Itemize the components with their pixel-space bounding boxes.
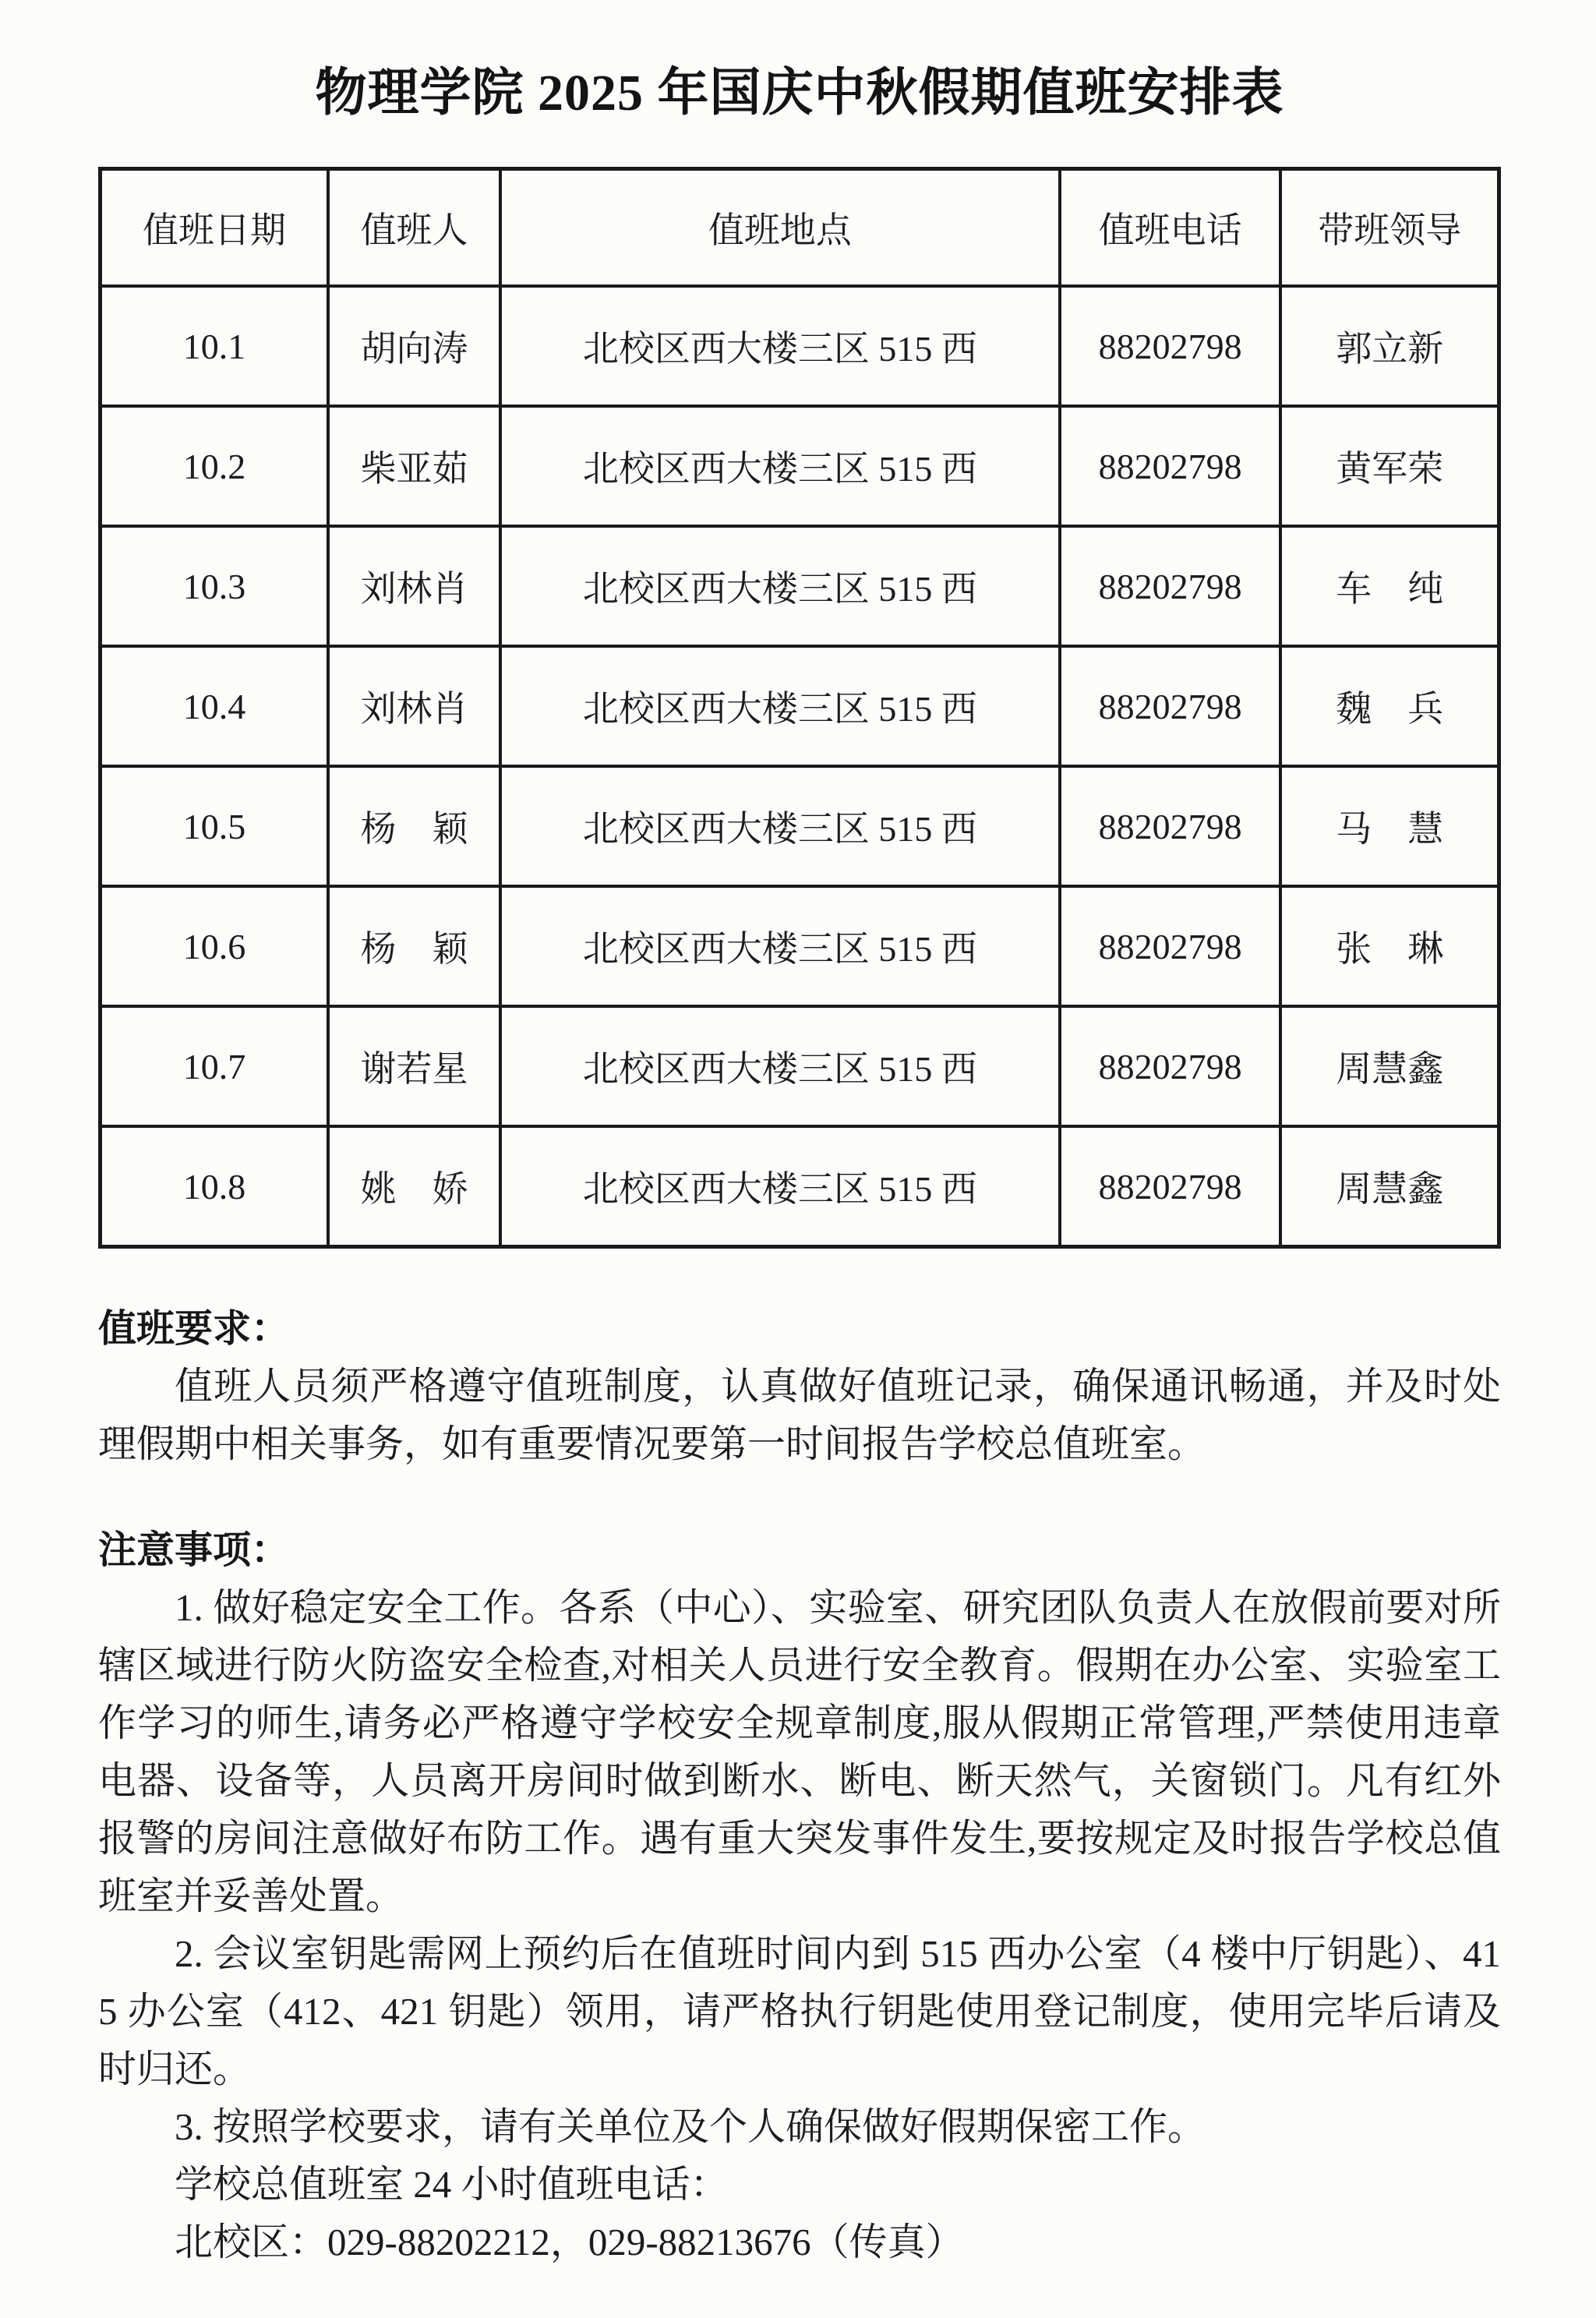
table-row [101,526,1499,646]
hotline-label: 学校总值班室 24 小时值班电话： [175,2163,729,2206]
table-header-cell: 值班电话 [1060,169,1281,287]
table-cell: 胡向涛 [328,286,500,406]
note-item: 2. 会议室钥匙需网上预约后在值班时间内到 515 西办公室（4 楼中厅钥匙）、415 办公室（412、421 钥匙）领用，请严格执行钥匙使用登记制度，使用完毕后请及时归还。 [98,1932,1501,2090]
note-item: 1. 做好稳定安全工作。各系（中心）、实验室、研究团队负责人在放假前要对所辖区域进行防火防盗安全检查,对相关人员进行安全教育。假期在办公室、实验室工作学习的师生,请务必严格遵守学校安全规章制度,服从假期正常管理,严禁使用违章电器、设备等，人员离开房间时做到断水、断电、断天然气，关窗锁门。凡有红外报警的房间注意做好布防工作。遇有重大突发事件发生,要按规定及时报告学校总值班室并妥善处置。 [98,1586,1501,1917]
document-title: 物理学院 2025 年国庆中秋假期值班安排表 [315,65,1284,122]
table-cell: 姚 娇 [328,1126,500,1247]
table-cell: 北校区西大楼三区 515 西 [500,406,1060,526]
table-header-row [101,169,1499,287]
table-cell: 北校区西大楼三区 515 西 [500,646,1060,766]
table-cell: 10.5 [101,766,329,886]
note-item: 3. 按照学校要求，请有关单位及个人确保做好假期保密工作。 [175,2105,1206,2148]
table-cell: 88202798 [1060,526,1281,646]
table-cell: 北校区西大楼三区 515 西 [500,766,1060,886]
table-cell: 刘林肖 [328,646,500,766]
table-cell: 北校区西大楼三区 515 西 [500,526,1060,646]
requirements-section [98,1300,1501,1473]
table-cell: 刘林肖 [328,526,500,646]
table-row [101,1006,1499,1126]
table-cell: 10.8 [101,1126,329,1247]
table-row [101,1126,1499,1247]
table-cell: 张 琳 [1280,886,1499,1006]
table-cell: 谢若星 [328,1006,500,1126]
table-cell: 杨 颖 [328,886,500,1006]
table-row [101,766,1499,886]
table-cell: 88202798 [1060,406,1281,526]
table-cell: 北校区西大楼三区 515 西 [500,286,1060,406]
table-cell: 北校区西大楼三区 515 西 [500,1006,1060,1126]
notes-section [98,1521,1501,2271]
table-cell: 88202798 [1060,286,1281,406]
duty-table [98,167,1501,1249]
table-cell: 魏 兵 [1280,646,1499,766]
table-cell: 88202798 [1060,1126,1281,1247]
table-header-cell: 带班领导 [1280,169,1499,287]
table-cell: 10.3 [101,526,329,646]
table-cell: 88202798 [1060,646,1281,766]
table-cell: 10.7 [101,1006,329,1126]
hotline-numbers: 北校区：029-88202212，029-88213676（传真） [175,2221,964,2263]
table-cell: 10.1 [101,286,329,406]
table-cell: 黄军荣 [1280,406,1499,526]
requirements-heading: 值班要求： [98,1307,290,1350]
table-cell: 88202798 [1060,766,1281,886]
duty-table-body [101,286,1499,1247]
table-cell: 北校区西大楼三区 515 西 [500,886,1060,1006]
table-header-cell: 值班地点 [500,169,1060,287]
requirements-body: 值班人员须严格遵守值班制度，认真做好值班记录，确保通讯畅通，并及时处理假期中相关事务，如有重要情况要第一时间报告学校总值班室。 [98,1365,1501,1465]
notes-list [98,1579,1501,2156]
table-cell: 10.4 [101,646,329,766]
table-cell: 周慧鑫 [1280,1006,1499,1126]
notes-heading: 注意事项： [98,1528,290,1571]
table-row [101,406,1499,526]
table-cell: 马 慧 [1280,766,1499,886]
table-cell: 周慧鑫 [1280,1126,1499,1247]
table-cell: 88202798 [1060,1006,1281,1126]
table-cell: 郭立新 [1280,286,1499,406]
table-header-cell: 值班日期 [101,169,329,287]
table-cell: 北校区西大楼三区 515 西 [500,1126,1060,1247]
table-row [101,286,1499,406]
table-cell: 10.2 [101,406,329,526]
table-header-cell: 值班人 [328,169,500,287]
table-cell: 10.6 [101,886,329,1006]
table-row [101,646,1499,766]
table-cell: 88202798 [1060,886,1281,1006]
table-cell: 柴亚茹 [328,406,500,526]
table-cell: 杨 颖 [328,766,500,886]
table-cell: 车 纯 [1280,526,1499,646]
table-row [101,886,1499,1006]
